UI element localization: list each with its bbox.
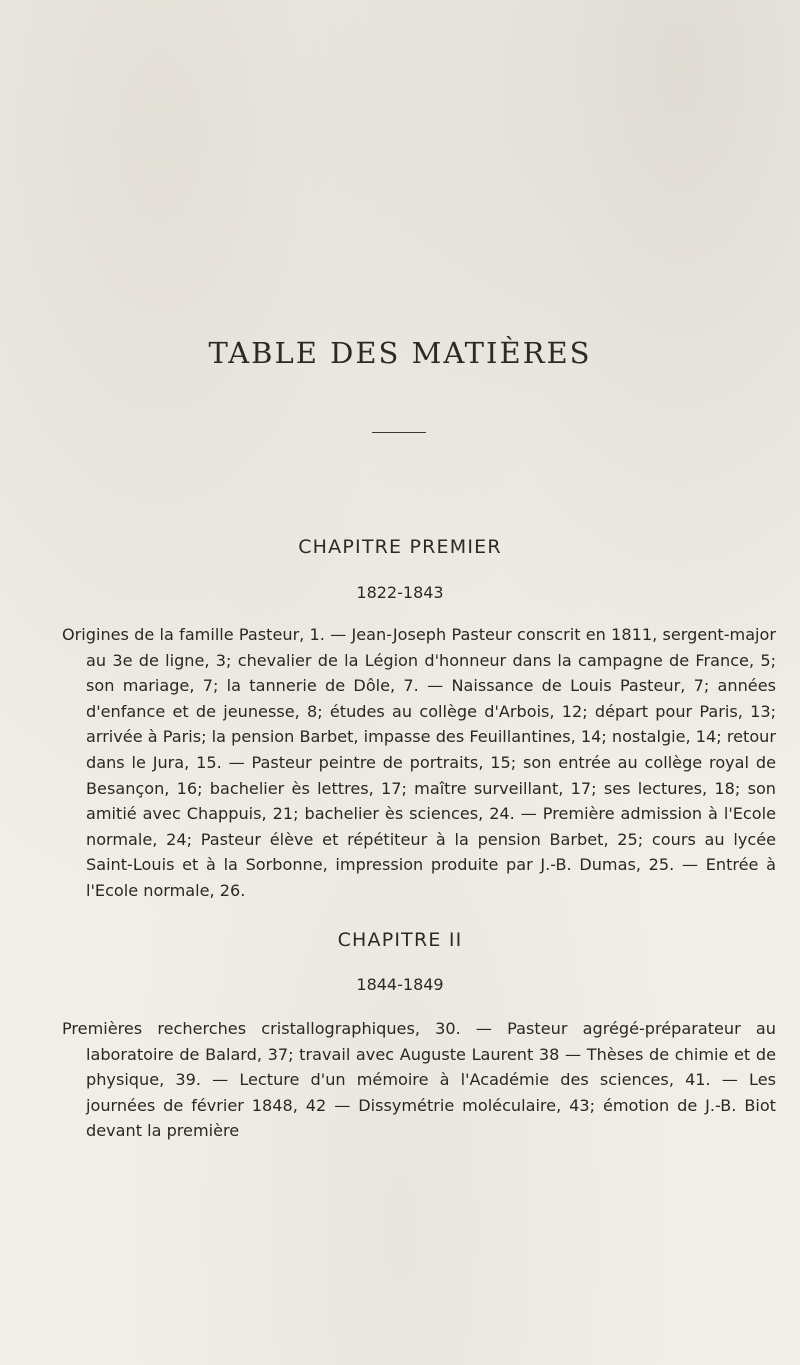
chapter-2-years: 1844-1849 xyxy=(356,975,444,994)
chapter-1-summary: Origines de la famille Pasteur, 1. — Jean-Joseph Pasteur conscrit en 1811, sergent-major au 3e de ligne, 3; chevalier de la Légion d'honneur dans la campagne de France, 5; son mariage, 7; la tannerie de Dôle, 7. — Naissance de Louis Pasteur, 7; années d'enfance et de jeunesse, 8; études au collège d'Arbois, 12; départ pour Paris, 13; arrivée à Paris; la pension Barbet, impasse des Feuillantines, 14; nostalgie, 14; retour dans le Jura, 15. — Pasteur peintre de portraits, 15; son entrée au collège royal de Besançon, 16; bachelier ès lettres, 17; maître surveillant, 17; ses lectures, 18; son amitié avec Chappuis, 21; bachelier ès sciences, 24. — Première admission à l'Ecole normale, 24; Pasteur élève et répétiteur à la pension Barbet, 25; cours au lycée Saint-Louis et à la Sorbonne, impression produite par J.-B. Dumas, 25. — Entrée à l'Ecole normale, 26. xyxy=(62,625,776,900)
page-title: TABLE DES MATIÈRES xyxy=(208,336,592,370)
chapter-1-heading: CHAPITRE PREMIER xyxy=(298,536,502,558)
chapter-2-heading: CHAPITRE II xyxy=(337,929,463,951)
title-divider xyxy=(372,432,426,433)
chapter-2-summary: Premières recherches cristallographiques, 30. — Pasteur agrégé-préparateur au laboratoire de Balard, 37; travail avec Auguste Laurent 38 — Thèses de chimie et de physique, 39. — Lecture d'un mémoire à l'Académie des sciences, 41. — Les journées de février 1848, 42 — Dissymétrie moléculaire, 43; émotion de J.-B. Biot devant la première xyxy=(62,1019,776,1141)
chapter-1-years: 1822-1843 xyxy=(356,583,444,602)
